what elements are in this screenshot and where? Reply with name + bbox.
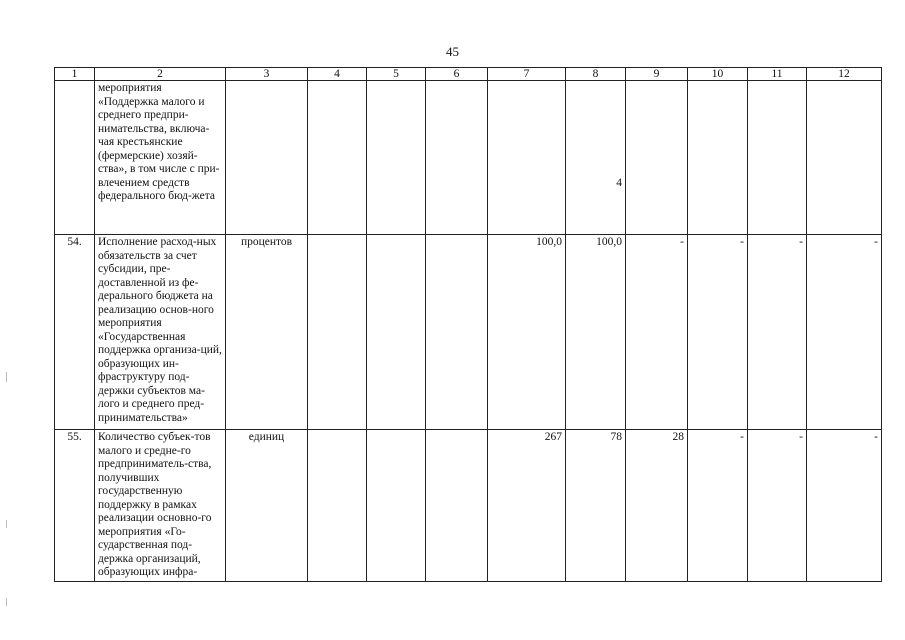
column-header: 11 bbox=[748, 68, 807, 81]
indicator-name: Исполнение расход-ных обязательств за счет субсидии, пре-доставленной из фе-дерального бюджета на реализацию основ-ного мероприятия «Государственная поддержка организа-ций, образующих ин-фраструктуру под-держки субъектов ма-лого и среднего пред-принимательства» bbox=[95, 235, 226, 430]
value-cell: 100,0 bbox=[488, 235, 566, 430]
value-cell bbox=[426, 81, 488, 235]
column-header: 2 bbox=[95, 68, 226, 81]
value-cell bbox=[626, 81, 688, 235]
column-header: 3 bbox=[226, 68, 308, 81]
value-cell: - bbox=[748, 235, 807, 430]
value-cell bbox=[308, 430, 367, 582]
value-cell bbox=[688, 81, 748, 235]
row-index bbox=[55, 81, 95, 235]
unit-cell: единиц bbox=[226, 430, 308, 582]
value-cell: - bbox=[807, 235, 882, 430]
value-cell bbox=[748, 81, 807, 235]
value-cell bbox=[807, 81, 882, 235]
value-cell: - bbox=[748, 430, 807, 582]
value-text: 4 bbox=[616, 177, 622, 189]
table-row bbox=[55, 430, 882, 582]
value-cell bbox=[566, 81, 626, 235]
column-header: 12 bbox=[807, 68, 882, 81]
value-cell bbox=[488, 81, 566, 235]
value-cell bbox=[426, 235, 488, 430]
value-cell bbox=[367, 81, 426, 235]
unit-cell: процентов bbox=[226, 235, 308, 430]
value-cell bbox=[426, 430, 488, 582]
unit-cell bbox=[226, 81, 308, 235]
value-cell bbox=[308, 235, 367, 430]
table-row bbox=[55, 235, 882, 430]
value-cell: 78 bbox=[566, 430, 626, 582]
value-cell: 28 bbox=[626, 430, 688, 582]
value-cell bbox=[308, 81, 367, 235]
column-header: 6 bbox=[426, 68, 488, 81]
column-header: 4 bbox=[308, 68, 367, 81]
value-cell: - bbox=[807, 430, 882, 582]
row-index: 54. bbox=[55, 235, 95, 430]
value-cell: - bbox=[688, 430, 748, 582]
column-header: 10 bbox=[688, 68, 748, 81]
column-header: 7 bbox=[488, 68, 566, 81]
column-header: 5 bbox=[367, 68, 426, 81]
column-header: 9 bbox=[626, 68, 688, 81]
value-cell: 100,0 bbox=[566, 235, 626, 430]
value-cell bbox=[367, 235, 426, 430]
column-header: 8 bbox=[566, 68, 626, 81]
value-cell bbox=[367, 430, 426, 582]
scan-mark bbox=[6, 520, 7, 528]
indicator-table bbox=[54, 67, 882, 582]
table-row bbox=[55, 81, 882, 235]
value-cell: 267 bbox=[488, 430, 566, 582]
value-cell: - bbox=[626, 235, 688, 430]
page-number: 45 bbox=[446, 44, 459, 59]
scan-mark bbox=[6, 598, 7, 606]
column-header: 1 bbox=[55, 68, 95, 81]
indicator-name: мероприятия «Поддержка малого и среднего предпри-нимательства, включа-чая крестьянские (фермерские) хозяй-ства», в том числе с при-влечением средств федерального бюд-жета bbox=[95, 81, 226, 235]
table-header-row bbox=[55, 68, 882, 81]
indicator-name: Количество субъек-тов малого и средне-го предприниматель-ства, получивших государственную поддержку в рамках реализации основно-го мероприятия «Го-сударственная под-держка организаций, образующих инфра- bbox=[95, 430, 226, 582]
row-index: 55. bbox=[55, 430, 95, 582]
scan-mark bbox=[6, 372, 7, 382]
value-cell: - bbox=[688, 235, 748, 430]
